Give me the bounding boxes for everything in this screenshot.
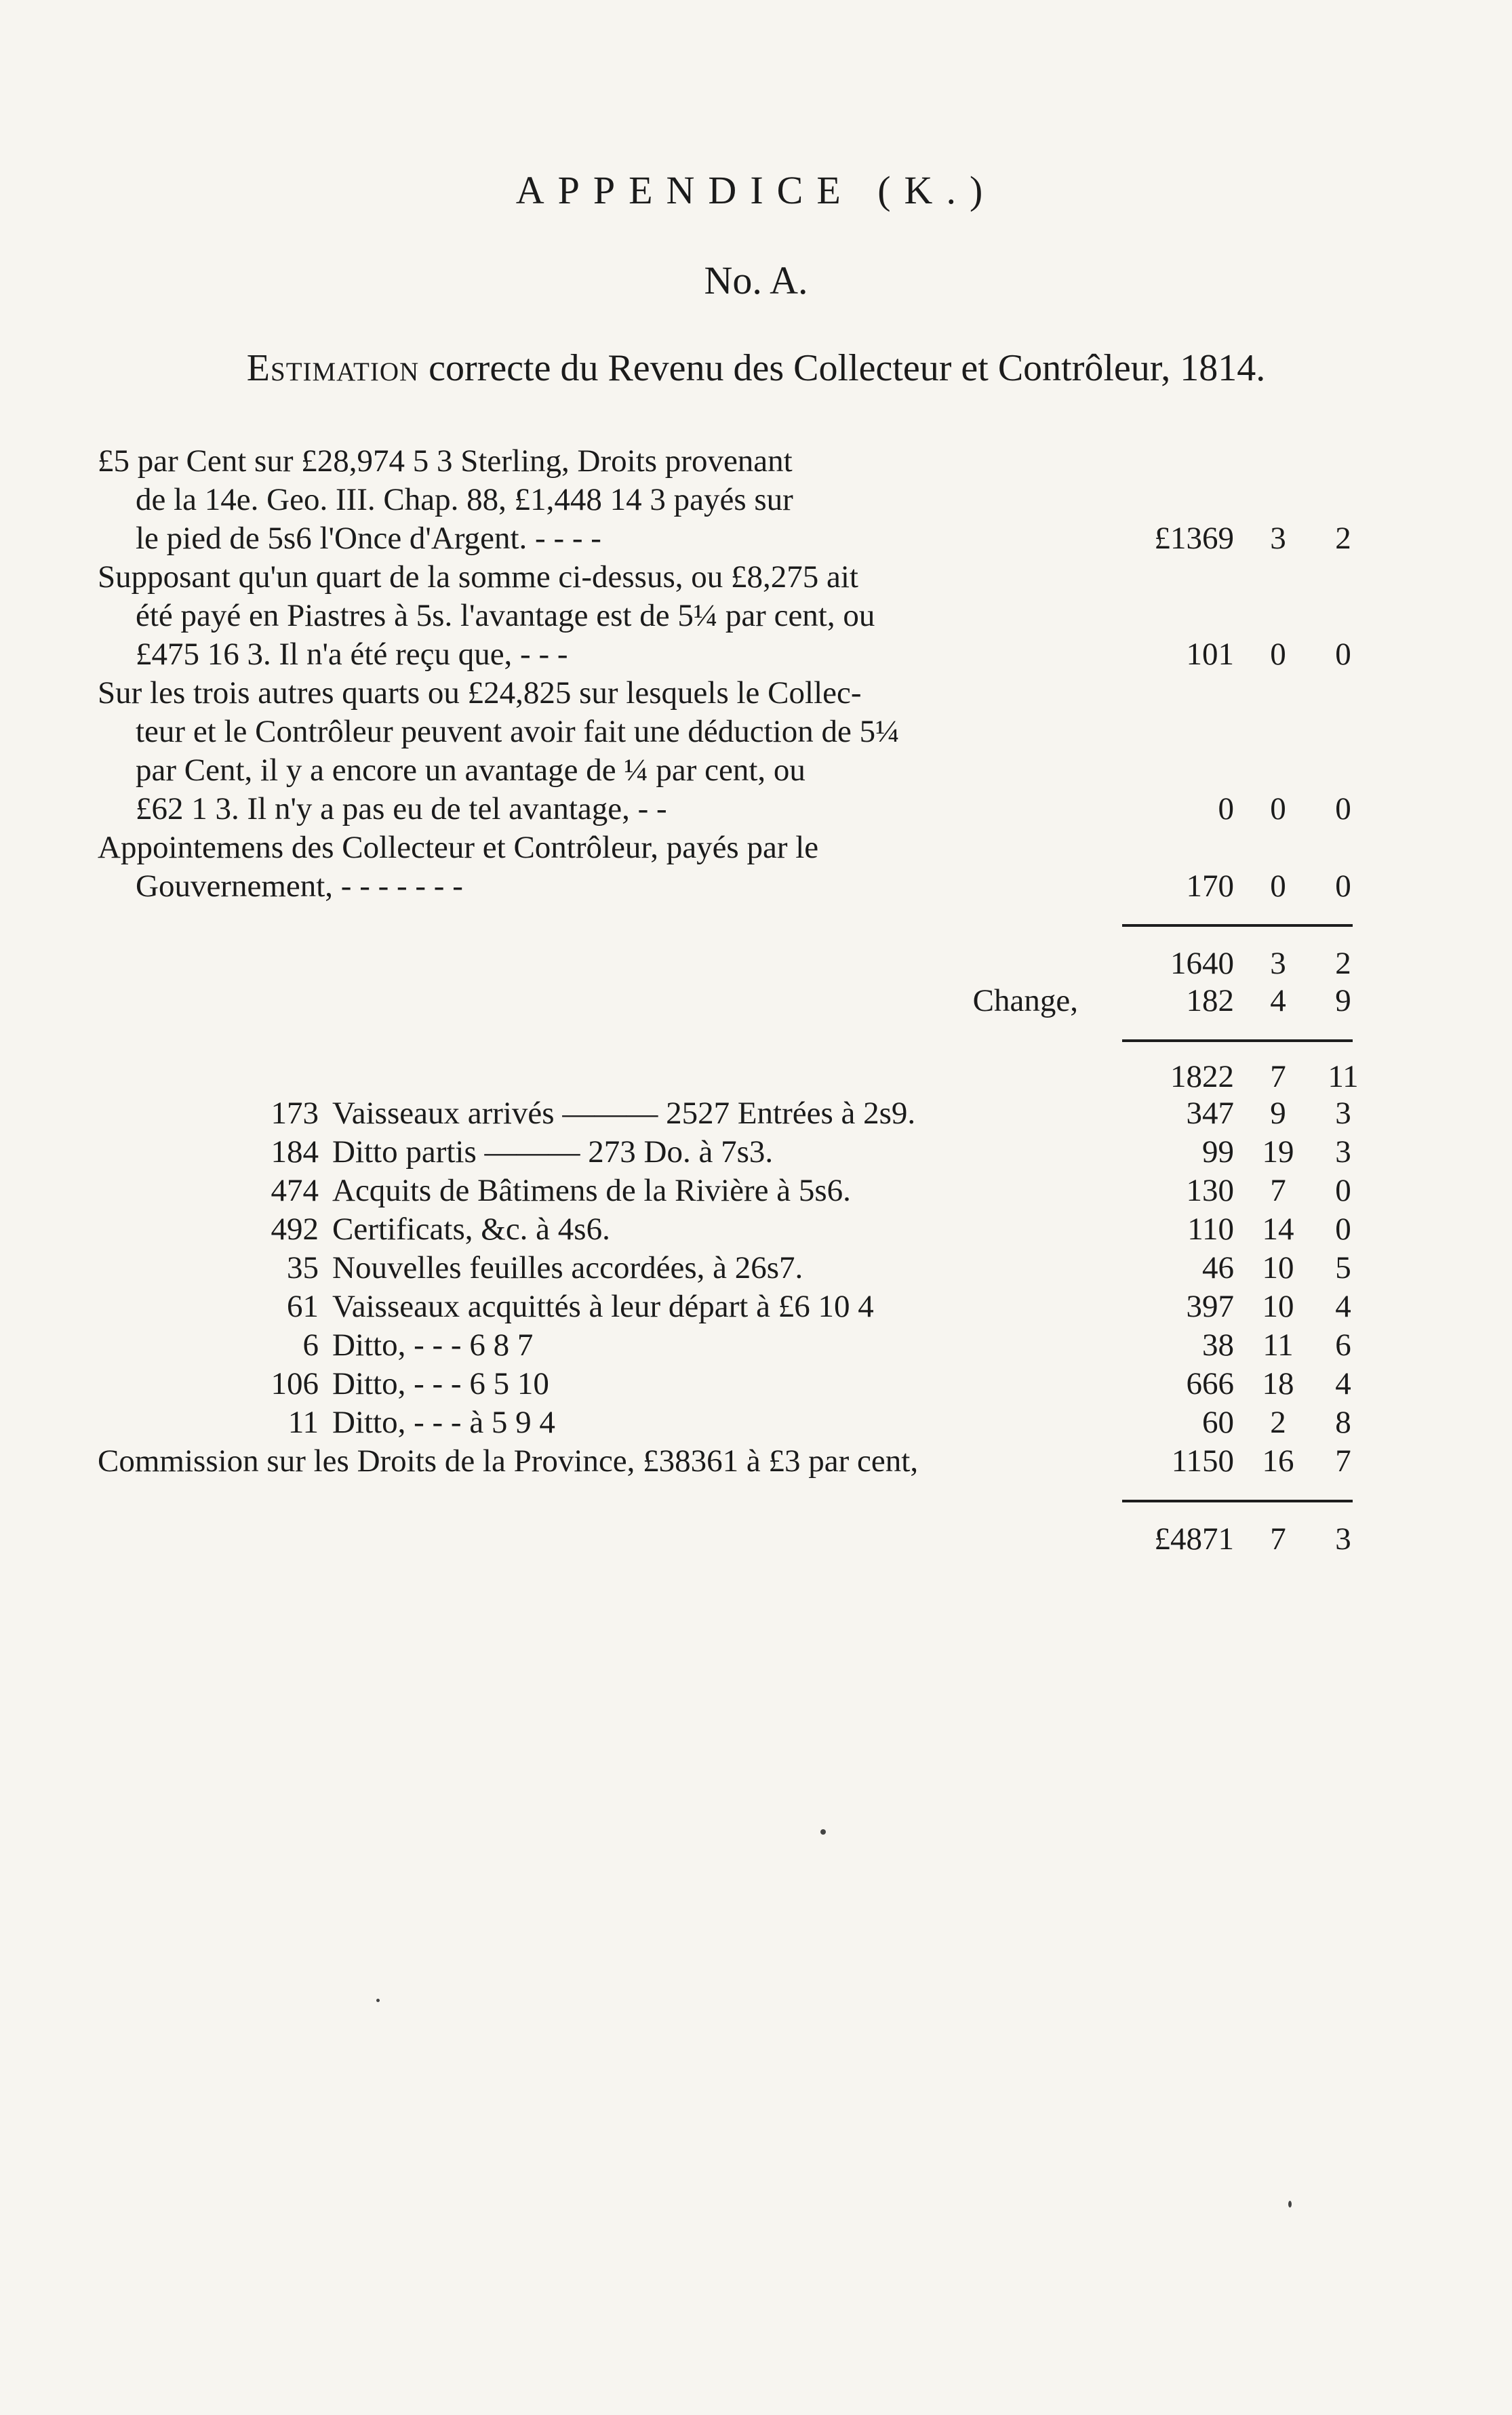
amount-pence: 0 <box>1335 637 1351 672</box>
amount-pence: 0 <box>1335 791 1351 826</box>
paragraph-line: Gouvernement, - - - - - - - <box>136 869 463 904</box>
row-description: Ditto partis ——— 273 Do. à 7s3. <box>332 1134 774 1170</box>
change-shillings: 4 <box>1270 983 1286 1018</box>
row-count: 61 <box>287 1289 319 1324</box>
row-pounds: 38 <box>1202 1328 1234 1363</box>
row-pence: 4 <box>1335 1366 1351 1401</box>
row-shillings: 10 <box>1262 1289 1294 1324</box>
scan-speck <box>1288 2201 1292 2208</box>
grand-total-pounds: £4871 <box>1154 1521 1234 1557</box>
row-count: 184 <box>271 1134 319 1170</box>
paragraph-line: de la 14e. Geo. III. Chap. 88, £1,448 14 3 payés sur <box>136 482 793 517</box>
amount-pounds: 101 <box>1186 637 1234 672</box>
paragraph-three-quarters <box>98 674 1067 829</box>
row-shillings: 19 <box>1262 1134 1294 1170</box>
row-pence: 3 <box>1335 1134 1351 1170</box>
sum-rule <box>1122 924 1353 927</box>
paragraph-silver-duties <box>98 442 1067 558</box>
row-pounds: 347 <box>1186 1096 1234 1131</box>
running-total-shillings: 7 <box>1270 1059 1286 1094</box>
row-description: Nouvelles feuilles accordées, à 26s7. <box>332 1250 803 1285</box>
estimation-heading-first-word: Estimation <box>246 347 420 389</box>
row-pence: 5 <box>1335 1250 1351 1285</box>
paragraph-line: par Cent, il y a encore un avantage de ¼ par cent, ou <box>136 753 805 788</box>
row-count: 6 <box>302 1328 319 1363</box>
row-pounds: 397 <box>1186 1289 1234 1324</box>
grand-total-shillings: 7 <box>1270 1521 1286 1557</box>
row-pounds: 130 <box>1186 1173 1234 1208</box>
sum-rule <box>1122 1039 1353 1042</box>
subtotal-pounds: 1640 <box>1170 946 1234 981</box>
amount-pence: 0 <box>1335 869 1351 904</box>
row-description: Ditto, - - - 6 8 7 <box>332 1328 534 1363</box>
estimation-heading-rest: correcte du Revenu des Collecteur et Contrôleur, 1814. <box>429 347 1266 389</box>
subtotal-shillings: 3 <box>1270 946 1286 981</box>
row-description: Acquits de Bâtimens de la Rivière à 5s6. <box>332 1173 851 1208</box>
row-pounds: 110 <box>1187 1212 1234 1247</box>
amount-pounds: £1369 <box>1154 521 1234 556</box>
row-count: 492 <box>271 1212 319 1247</box>
row-description: Ditto, - - - à 5 9 4 <box>332 1405 555 1440</box>
change-pounds: 182 <box>1186 983 1234 1018</box>
paragraph-line: été payé en Piastres à 5s. l'avantage est de 5¼ par cent, ou <box>136 598 875 633</box>
row-description: Vaisseaux acquittés à leur départ à £6 10 4 <box>332 1289 874 1324</box>
row-pence: 8 <box>1335 1405 1351 1440</box>
amount-shillings: 3 <box>1270 521 1286 556</box>
section-number: No. A. <box>704 258 808 302</box>
row-pence: 0 <box>1335 1173 1351 1208</box>
sum-rule <box>1122 1500 1353 1502</box>
row-shillings: 2 <box>1270 1405 1286 1440</box>
row-shillings: 10 <box>1262 1250 1294 1285</box>
paragraph-line: Sur les trois autres quarts ou £24,825 sur lesquels le Collec- <box>98 675 862 711</box>
commission-pounds: 1150 <box>1171 1443 1234 1479</box>
change-label: Change, <box>972 983 1078 1018</box>
paragraph-line: teur et le Contrôleur peuvent avoir fait une déduction de 5¼ <box>136 714 900 749</box>
row-description: Vaisseaux arrivés ——— 2527 Entrées à 2s9. <box>332 1096 916 1131</box>
row-pence: 4 <box>1335 1289 1351 1324</box>
row-pounds: 60 <box>1202 1405 1234 1440</box>
change-pence: 9 <box>1335 983 1351 1018</box>
amount-pounds: 0 <box>1218 791 1234 826</box>
paragraph-line: Supposant qu'un quart de la somme ci-dessus, ou £8,275 ait <box>98 559 858 595</box>
row-pence: 0 <box>1335 1212 1351 1247</box>
paragraph-line: le pied de 5s6 l'Once d'Argent. - - - - <box>136 521 601 556</box>
row-shillings: 9 <box>1270 1096 1286 1131</box>
row-description: Certificats, &c. à 4s6. <box>332 1212 610 1247</box>
row-shillings: 18 <box>1262 1366 1294 1401</box>
row-count: 173 <box>271 1096 319 1131</box>
row-count: 35 <box>287 1250 319 1285</box>
amount-shillings: 0 <box>1270 791 1286 826</box>
commission-description: Commission sur les Droits de la Province, £38361 à £3 par cent, <box>98 1443 919 1479</box>
row-shillings: 7 <box>1270 1173 1286 1208</box>
row-count: 11 <box>287 1405 319 1440</box>
amount-shillings: 0 <box>1270 637 1286 672</box>
row-count: 474 <box>271 1173 319 1208</box>
running-total-pence: 11 <box>1328 1059 1359 1094</box>
row-pounds: 666 <box>1186 1366 1234 1401</box>
paragraph-line: Appointemens des Collecteur et Contrôleur, payés par le <box>98 830 819 865</box>
paragraph-line: £62 1 3. Il n'y a pas eu de tel avantage, - - <box>136 791 667 826</box>
row-count: 106 <box>271 1366 319 1401</box>
running-total-pounds: 1822 <box>1170 1059 1234 1094</box>
row-description: Ditto, - - - 6 5 10 <box>332 1366 549 1401</box>
subtotal-pence: 2 <box>1335 946 1351 981</box>
estimation-heading <box>0 349 1512 387</box>
paragraph-appointemens <box>98 829 1067 906</box>
grand-total-pence: 3 <box>1335 1521 1351 1557</box>
commission-shillings: 16 <box>1262 1443 1294 1479</box>
row-pounds: 99 <box>1202 1134 1234 1170</box>
row-shillings: 14 <box>1262 1212 1294 1247</box>
paragraph-piastres <box>98 558 1067 674</box>
row-pounds: 46 <box>1202 1250 1234 1285</box>
row-pence: 3 <box>1335 1096 1351 1131</box>
row-pence: 6 <box>1335 1328 1351 1363</box>
appendix-title: APPENDICE (K.) <box>515 168 997 212</box>
paragraph-line: £5 par Cent sur £28,974 5 3 Sterling, Droits provenant <box>98 443 793 479</box>
amount-shillings: 0 <box>1270 869 1286 904</box>
amount-pence: 2 <box>1335 521 1351 556</box>
row-shillings: 11 <box>1262 1328 1294 1363</box>
commission-pence: 7 <box>1335 1443 1351 1479</box>
amount-pounds: 170 <box>1186 869 1234 904</box>
scan-speck <box>820 1829 826 1835</box>
paragraph-line: £475 16 3. Il n'a été reçu que, - - - <box>136 637 568 672</box>
scan-speck <box>376 1999 380 2002</box>
